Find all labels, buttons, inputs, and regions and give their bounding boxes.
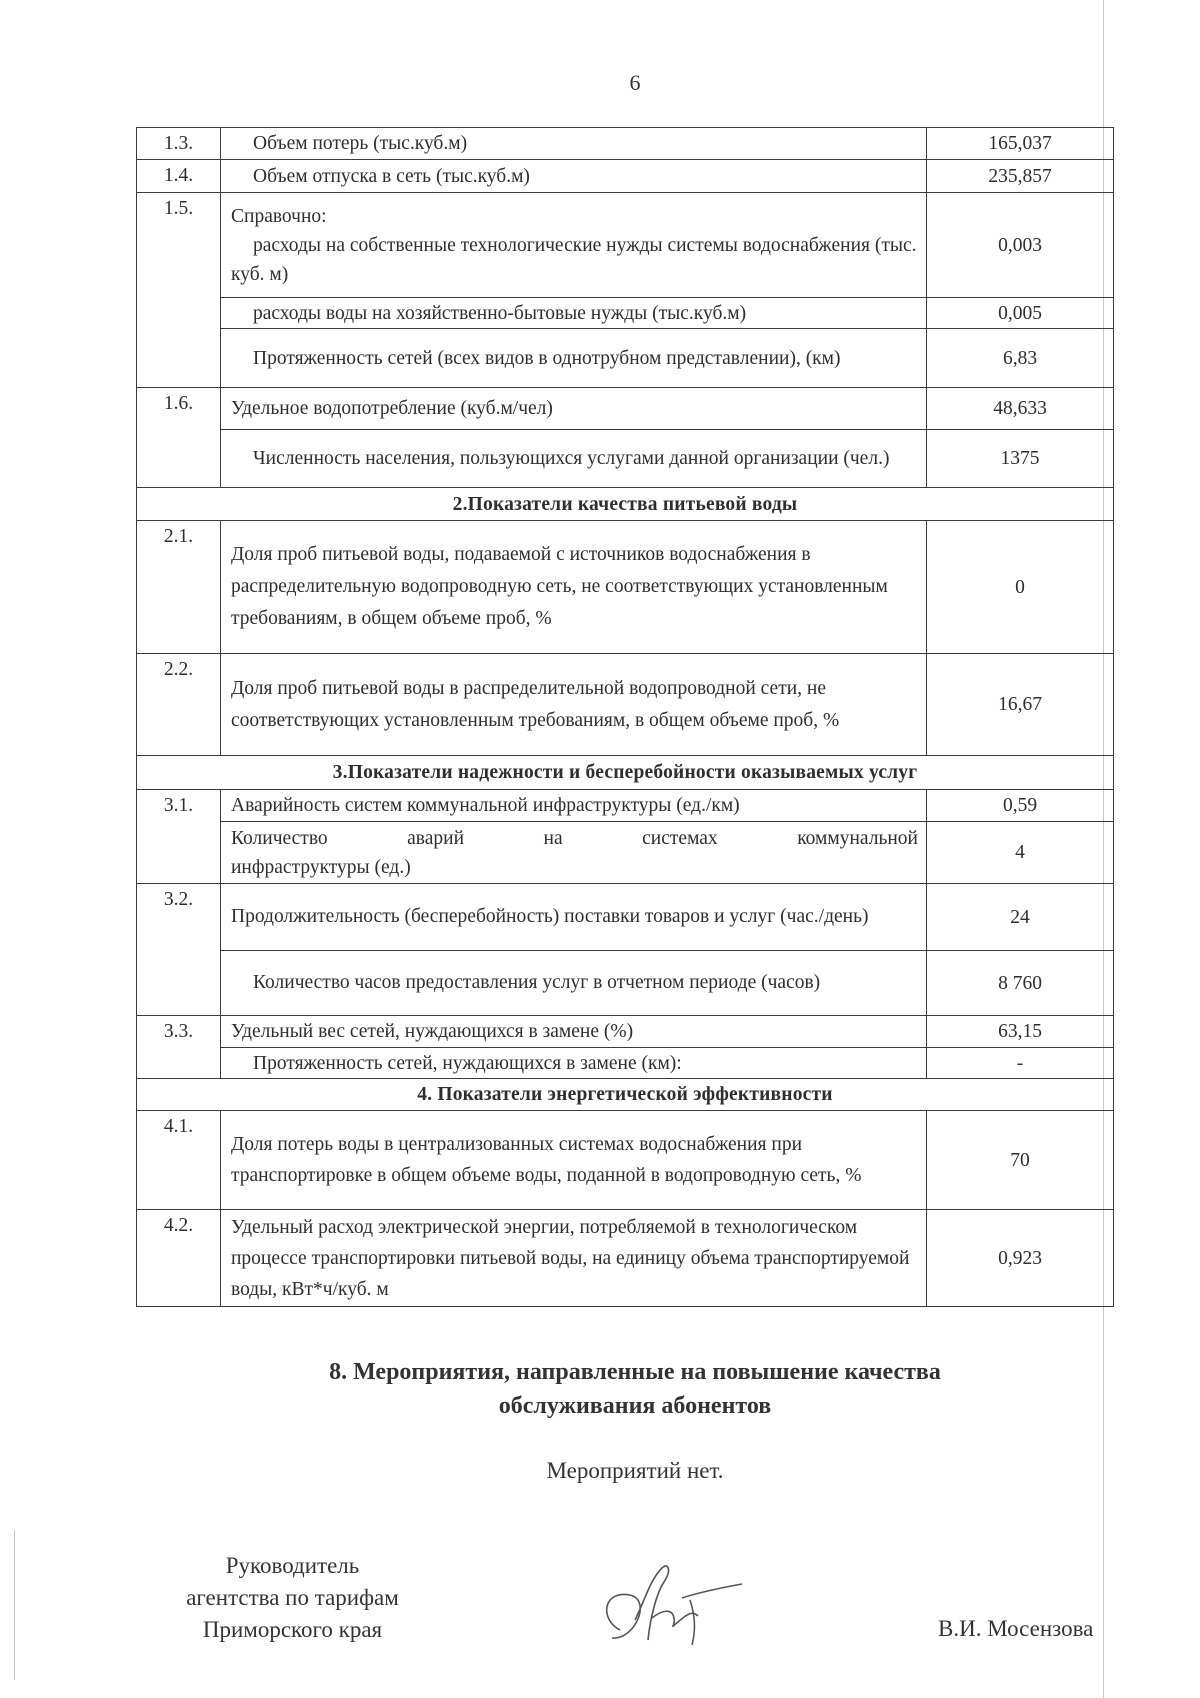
table-row xyxy=(137,1111,1114,1210)
table-row xyxy=(137,430,1114,488)
section-title: 2.Показатели качества питьевой воды xyxy=(137,488,1114,521)
row-number-empty xyxy=(137,329,221,388)
row-value: 0,005 xyxy=(927,298,1114,329)
indicators-table xyxy=(136,127,1114,1307)
row-value: 70 xyxy=(927,1111,1114,1210)
table-row xyxy=(137,1016,1114,1048)
row-description: Протяженность сетей (всех видов в однотрубном представлении), (км) xyxy=(221,329,927,388)
row-number: 1.4. xyxy=(137,160,221,193)
row-description: Доля потерь воды в централизованных системах водоснабжения при транспортировке в общем объеме воды, поданной в водопроводную сеть, % xyxy=(221,1111,927,1210)
row-description-line-2: инфраструктуры (ед.) xyxy=(231,856,411,878)
table-row xyxy=(137,884,1114,951)
page-number: 6 xyxy=(629,70,641,95)
row-value: 63,15 xyxy=(927,1016,1114,1048)
row-description: Объем потерь (тыс.куб.м) xyxy=(221,128,927,160)
row-number-empty xyxy=(137,951,221,1016)
row-description xyxy=(221,822,927,884)
row-value: 1375 xyxy=(927,430,1114,488)
handwritten-signature xyxy=(590,1560,750,1655)
row-value: 4 xyxy=(927,822,1114,884)
signer-title-line-1: Руководитель xyxy=(225,1553,360,1578)
signer-title xyxy=(150,1550,435,1646)
row-description: Доля проб питьевой воды в распределительной водопроводной сети, не соответствующих установленным требованиям, в общем объеме проб, % xyxy=(221,654,927,756)
section-8-heading-line-1: 8. Мероприятия, направленные на повышение качества xyxy=(329,1359,941,1385)
table-row xyxy=(137,822,1114,884)
row-description: Протяженность сетей, нуждающихся в замене (км): xyxy=(221,1048,927,1079)
table-row xyxy=(137,160,1114,193)
row-number: 4.2. xyxy=(137,1210,221,1307)
section-header-row xyxy=(137,1079,1114,1111)
row-value: - xyxy=(927,1048,1114,1079)
row-number-empty xyxy=(137,430,221,488)
table-row xyxy=(137,790,1114,822)
row-number: 1.6. xyxy=(137,388,221,430)
row-number-empty xyxy=(137,1048,221,1079)
row-value: 0 xyxy=(927,521,1114,654)
row-value: 0,923 xyxy=(927,1210,1114,1307)
row-description-line-1: Количество аварий на системах коммунальной xyxy=(231,827,918,849)
signer-title-line-2: агентства по тарифам xyxy=(186,1585,399,1610)
row-value: 8 760 xyxy=(927,951,1114,1016)
row-number: 2.1. xyxy=(137,521,221,654)
table-row xyxy=(137,1048,1114,1079)
signer-title-line-3: Приморского края xyxy=(202,1617,383,1642)
table-row xyxy=(137,388,1114,430)
table-row xyxy=(137,521,1114,654)
row-value: 0,59 xyxy=(927,790,1114,822)
table-row xyxy=(137,951,1114,1016)
table-row xyxy=(137,128,1114,160)
table-row xyxy=(137,654,1114,756)
table-row xyxy=(137,298,1114,329)
row-description: расходы воды на хозяйственно-бытовые нужды (тыс.куб.м) xyxy=(221,298,927,329)
no-measures-text: Мероприятий нет. xyxy=(546,1458,724,1483)
table-row xyxy=(137,193,1114,298)
scan-edge-left xyxy=(14,1530,15,1680)
row-description: Удельный вес сетей, нуждающихся в замене (%) xyxy=(221,1016,927,1048)
signer-name: В.И. Мосензова xyxy=(938,1616,1094,1641)
row-value: 16,67 xyxy=(927,654,1114,756)
row-value: 6,83 xyxy=(927,329,1114,388)
row-number: 3.3. xyxy=(137,1016,221,1048)
row-value: 48,633 xyxy=(927,388,1114,430)
row-description: Аварийность систем коммунальной инфраструктуры (ед./км) xyxy=(221,790,927,822)
row-description: Удельный расход электрической энергии, потребляемой в технологическом процессе транспортировки питьевой воды, на единицу объема транспортируемой воды, кВт*ч/куб. м xyxy=(221,1210,927,1307)
row-number: 3.1. xyxy=(137,790,221,822)
row-value: 235,857 xyxy=(927,160,1114,193)
section-8-heading-line-2: обслуживания абонентов xyxy=(498,1393,772,1419)
row-description: Доля проб питьевой воды, подаваемой с источников водоснабжения в распределительную водопроводную сеть, не соответствующих установленным требованиям, в общем объеме проб, % xyxy=(221,521,927,654)
row-description: Удельное водопотребление (куб.м/чел) xyxy=(221,388,927,430)
row-value: 24 xyxy=(927,884,1114,951)
section-header-row xyxy=(137,488,1114,521)
row-description: Объем отпуска в сеть (тыс.куб.м) xyxy=(221,160,927,193)
row-number: 3.2. xyxy=(137,884,221,951)
row-number: 1.3. xyxy=(137,128,221,160)
row-number-empty xyxy=(137,822,221,884)
row-number: 4.1. xyxy=(137,1111,221,1210)
row-value: 165,037 xyxy=(927,128,1114,160)
row-number-empty xyxy=(137,298,221,329)
reference-label: Справочно: xyxy=(231,205,327,227)
section-title: 4. Показатели энергетической эффективности xyxy=(137,1079,1114,1111)
section-title: 3.Показатели надежности и бесперебойности оказываемых услуг xyxy=(137,756,1114,790)
table-row xyxy=(137,329,1114,388)
table-row xyxy=(137,1210,1114,1307)
row-description xyxy=(221,193,927,298)
row-description: Численность населения, пользующихся услугами данной организации (чел.) xyxy=(221,430,927,488)
row-value: 0,003 xyxy=(927,193,1114,298)
section-header-row xyxy=(137,756,1114,790)
section-8-heading xyxy=(0,1355,1200,1423)
row-number: 2.2. xyxy=(137,654,221,756)
row-description: Количество часов предоставления услуг в отчетном периоде (часов) xyxy=(221,951,927,1016)
row-number: 1.5. xyxy=(137,193,221,298)
row-description: Продолжительность (бесперебойность) поставки товаров и услуг (час./день) xyxy=(221,884,927,951)
reference-description: расходы на собственные технологические нужды системы водоснабжения (тыс. куб. м) xyxy=(231,234,917,285)
